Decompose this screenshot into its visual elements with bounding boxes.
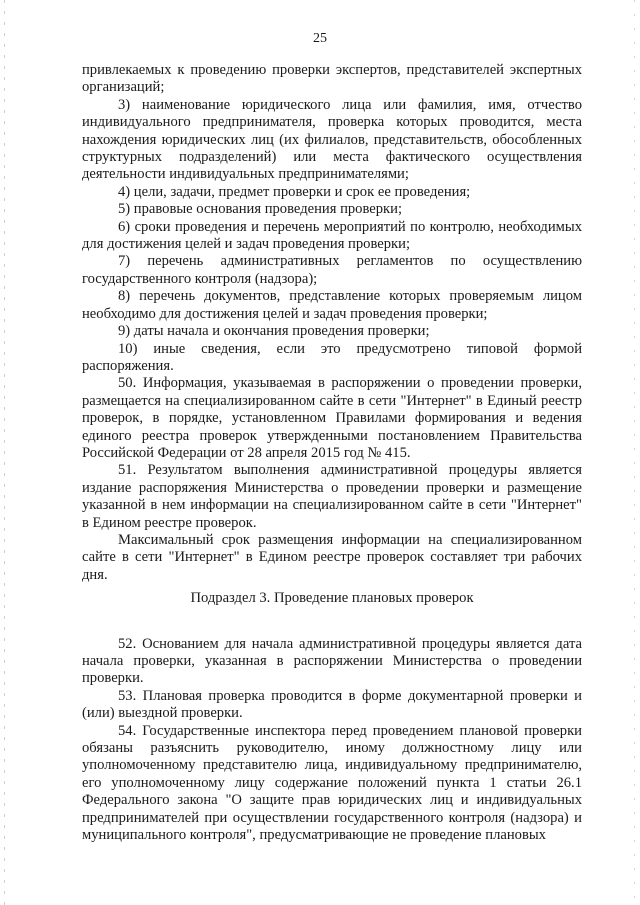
scan-edge-left — [4, 0, 5, 905]
page-number: 25 — [313, 31, 327, 46]
clause-51: 51. Результатом выполнения административной процедуры является издание распоряжения Министерства о проведении проверки и размещение указанной в нем информации на специализированном сайте в сети "Интернет" в Едином реестре проверок. — [82, 462, 582, 531]
list-item-5: 5) правовые основания проведения проверки; — [118, 201, 403, 218]
subsection-heading: Подраздел 3. Проведение плановых проверок — [190, 590, 474, 607]
list-item-10: 10) иные сведения, если это предусмотрено типовой формой распоряжения. — [82, 340, 582, 374]
max-term-paragraph: Максимальный срок размещения информации на специализированном сайте в сети "Интернет" в Едином реестре проверок составляет три рабочих дня. — [82, 531, 582, 583]
list-item-4: 4) цели, задачи, предмет проверки и срок ее проведения; — [118, 183, 471, 200]
list-item-6: 6) сроки проведения и перечень мероприятий по контролю, необходимых для достижения целей и задач проведения проверки; — [82, 218, 582, 253]
clause-52: 52. Основанием для начала административной процедуры является дата начала проверки, указанная в распоряжении Министерства о проведении проверки. — [82, 635, 582, 687]
list-item-8: 8) перечень документов, представление которых проверяемым лицом необходимо для достижения целей и задач проведения проверки; — [82, 288, 582, 322]
paragraph-continuation: привлекаемых к проведению проверки экспертов, представителей экспертных организаций; — [82, 62, 582, 96]
list-item-7: 7) перечень административных регламентов по осуществлению государственного контроля (надзора); — [82, 253, 582, 287]
clause-53: 53. Плановая проверка проводится в форме документарной проверки и (или) выездной проверки. — [82, 687, 582, 722]
clause-50: 50. Информация, указываемая в распоряжении о проведении проверки, размещается на специализированном сайте в сети "Интернет" в Единый реестр проверок, в порядке, установленном Правилами формирования и ведения единого реестра проверок утвержденными постановлением Правительства Российской Федерации от 28 апреля 2015 год № 415. — [82, 375, 582, 461]
scan-edge-right — [634, 0, 635, 905]
document-body — [82, 62, 582, 844]
clause-54: 54. Государственные инспектора перед проведением плановой проверки обязаны разъяснить руководителю, иному должностному лицу или уполномоченному представителю лица, индивидуальному предпринимателю, его уполномоченному лицу содержание положений пункта 1 статьи 26.1 Федерального закона "О защите прав юридических лиц и индивидуальных предпринимателей при осуществлении государственного контроля (надзора) и муниципального контроля", предусматривающие не проведение плановых — [82, 722, 582, 844]
list-item-9: 9) даты начала и окончания проведения проверки; — [118, 323, 430, 340]
list-item-3: 3) наименование юридического лица или фамилия, имя, отчество индивидуального предпринимателя, проверка которых проводится, места нахождения юридических лиц (их филиалов, представительств, обособленных структурных подразделений) или места фактического осуществления деятельности индивидуальных предпринимателями; — [82, 96, 582, 183]
